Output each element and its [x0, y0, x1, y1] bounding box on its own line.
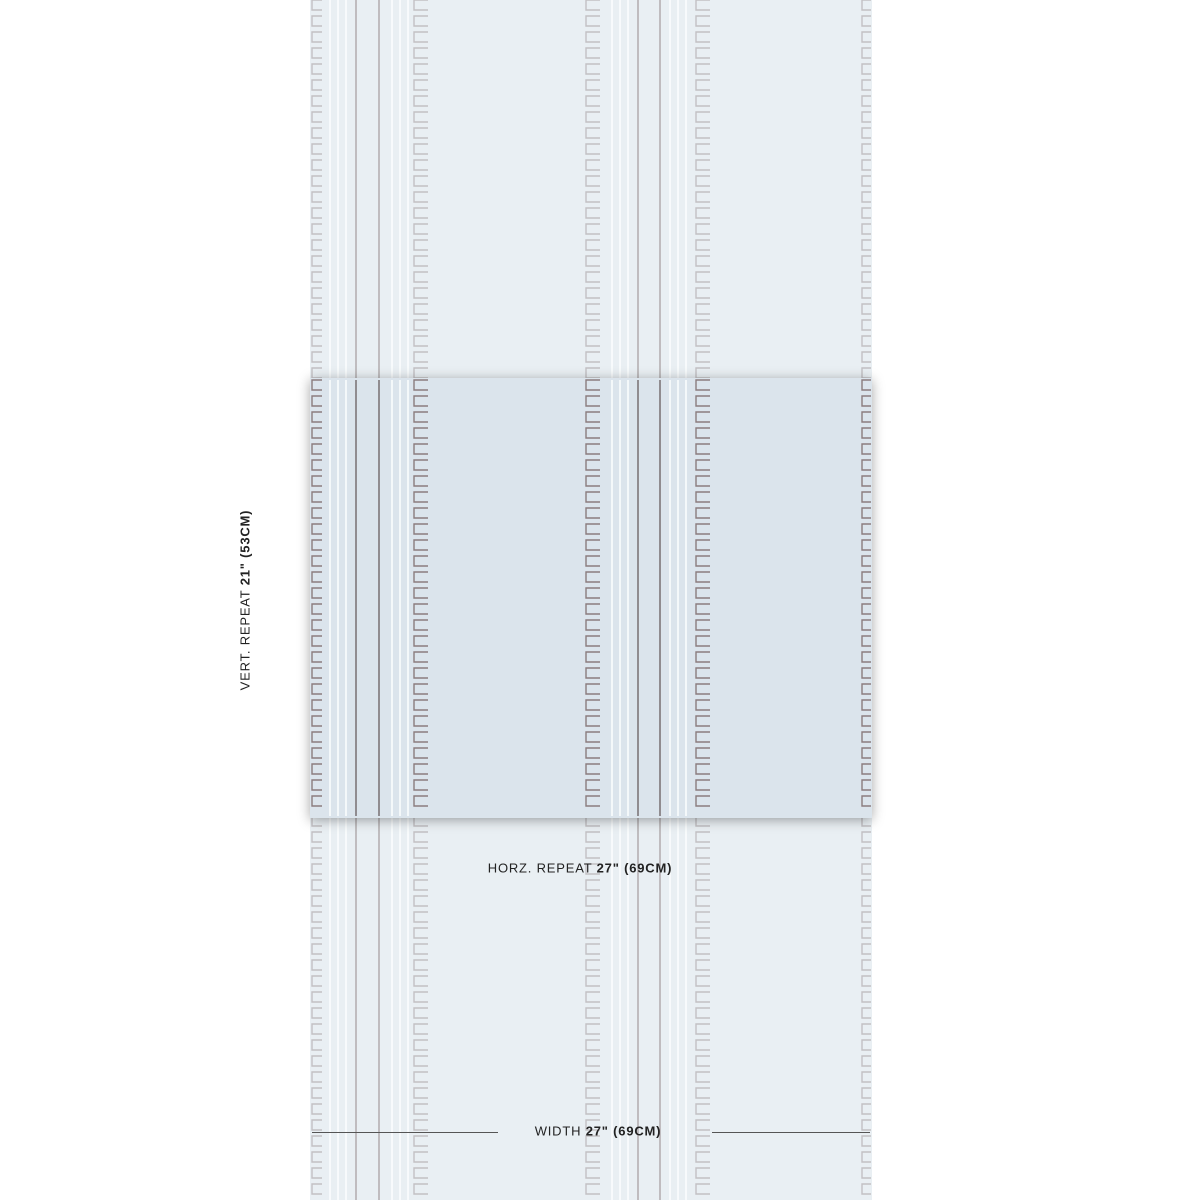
horz-repeat-label [488, 861, 672, 876]
vert-repeat-value: 21" (53CM) [237, 509, 253, 586]
width-label [535, 1124, 662, 1139]
horz-repeat-value: 27" (69CM) [596, 860, 673, 876]
vert-repeat-label [238, 510, 253, 691]
vert-repeat-lead: VERT. REPEAT [237, 589, 253, 691]
horz-repeat-lead: HORZ. REPEAT [487, 860, 593, 876]
width-value: 27" (69CM) [585, 1123, 662, 1139]
width-lead: WIDTH [534, 1123, 582, 1139]
width-dimension-line-left [312, 1132, 498, 1133]
width-dimension-line-right [712, 1132, 870, 1133]
